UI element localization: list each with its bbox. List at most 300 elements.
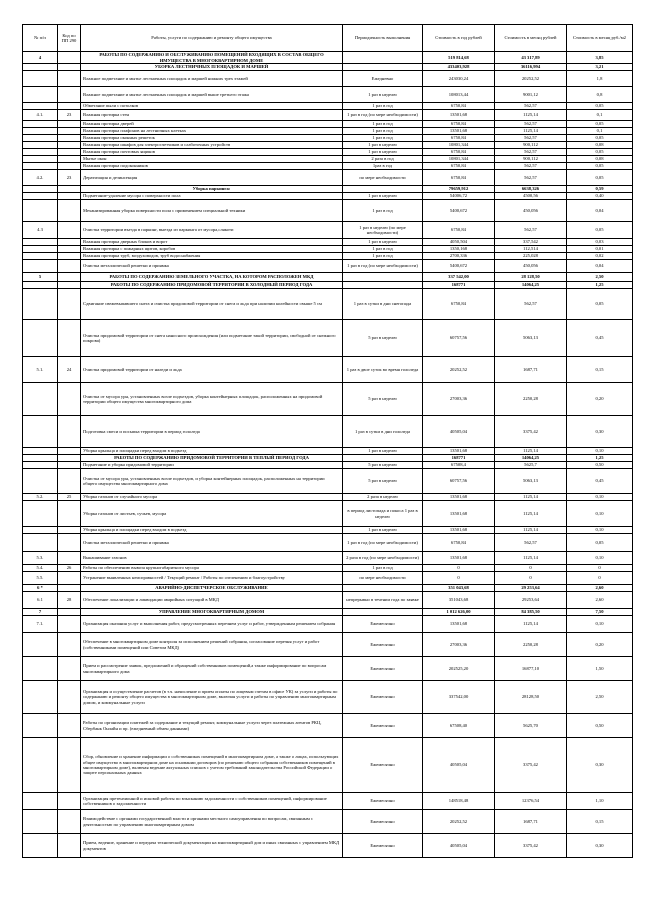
table-row [23,253,633,260]
row-cost-month: 562,57 [495,103,567,110]
row-cost-m2: 0,1 [567,110,633,121]
row-code [58,448,81,455]
row-code [58,52,81,64]
row-code [58,71,81,87]
row-cost-month: 5063,13 [495,469,567,494]
row-cost-m2: 0 [567,572,633,585]
row-cost-m2: 1,25 [567,455,633,462]
row-cost-month: 28128,50 [495,681,567,714]
row-cost-month: 5063,13 [495,320,567,357]
row-cost-m2: 3,21 [567,64,633,71]
row-periodicity: 1 раз в год [343,565,423,572]
row-number [23,738,58,793]
row-cost-year: 40505,04 [423,738,495,793]
row-cost-m2: 0,30 [567,416,633,448]
row-cost-year: 2700,336 [423,253,495,260]
row-description: Прием, ведение, хранение и передача технической документации на многоквартирный дом и иных связанных с управлением МКД документов [81,834,343,858]
row-code [58,681,81,714]
table-row [23,494,633,501]
table-row [23,87,633,103]
table-row [23,565,633,572]
table-row [23,448,633,455]
row-description: Очистка от мусора урн, установленных возле подъездов, и уборка контейнерных площадок, расположенных на территории общего имущества многоквартирного дома [81,469,343,494]
row-description: Работы по организации платежей за содержание и текущий ремонт, коммунальные услуги через платежных агентов РКЦ, Сбербанк Онлайн и пр. (ежедневный обмен данными) [81,714,343,738]
table-row [23,163,633,170]
row-code [58,128,81,135]
row-description: Подготовка смеси и посыпка территории в период гололеда [81,416,343,448]
row-cost-m2: 2,60 [567,585,633,592]
row-description: Влажная протирка стен [81,110,343,121]
row-cost-year: 6750,84 [423,103,495,110]
row-cost-m2: 0,05 [567,121,633,128]
row-description: Уборка паркинга: [81,186,343,193]
row-periodicity: 1 раз в неделю [343,448,423,455]
section-row [23,52,633,64]
row-number: 5.5. [23,572,58,585]
row-cost-month: 20252,52 [495,71,567,87]
row-cost-m2: 0,10 [567,448,633,455]
row-code [58,253,81,260]
row-cost-month: 1125,14 [495,501,567,527]
row-description: Прием и рассмотрение заявок, предложений и обращений собственников помещений,а также информирование по вопросам многоквартирного дома [81,657,343,681]
row-number: 5.3. [23,552,58,565]
table-row [23,149,633,156]
row-periodicity [343,64,423,71]
header-code: Код по ПП 290 [58,25,81,52]
row-cost-year: 6750,84 [423,149,495,156]
subsection-row [23,64,633,71]
row-periodicity: 1раз в год [343,163,423,170]
subsection-row [23,282,633,289]
row-code [58,246,81,253]
row-number [23,469,58,494]
table-row [23,357,633,383]
row-cost-m2: 0,40 [567,193,633,200]
row-number [23,462,58,469]
row-number [23,193,58,200]
row-cost-year: 13501,68 [423,616,495,633]
row-number [23,246,58,253]
row-number [23,87,58,103]
row-periodicity: 1 раз в год [343,121,423,128]
row-number: 6 * [23,585,58,592]
row-cost-m2: 1,50 [567,657,633,681]
row-number: 5.4. [23,565,58,572]
row-code [58,193,81,200]
row-description: Влажная протирка оконных решеток [81,135,343,142]
row-description: Очистка территории въезда в паркинг, выезда из паркинга от мусора,слякоти [81,222,343,239]
row-cost-month: 1125,14 [495,552,567,565]
header-num: № п/п [23,25,58,52]
row-cost-m2: 0,05 [567,222,633,239]
row-cost-m2: 2,60 [567,592,633,609]
row-code [58,383,81,416]
row-cost-month: 14064,25 [495,455,567,462]
row-cost-year: 27003,36 [423,383,495,416]
row-code [58,834,81,858]
row-cost-year: 148518,48 [423,793,495,810]
row-cost-month: 112,514 [495,246,567,253]
row-description: Выкашивание газонов [81,552,343,565]
row-code [58,616,81,633]
row-periodicity: Ежемесячно [343,681,423,714]
row-cost-year: 67508,4 [423,462,495,469]
row-description: Влажная протирка с пожарных щитов, коробов [81,246,343,253]
row-code [58,156,81,163]
row-cost-month: 16877,10 [495,657,567,681]
row-description: Очистка придомовой территории от наледи и льда [81,357,343,383]
row-cost-m2: 0,10 [567,494,633,501]
row-cost-m2: 0,05 [567,289,633,320]
row-code [58,103,81,110]
row-number: 4.1. [23,110,58,121]
row-number [23,103,58,110]
row-periodicity [343,273,423,282]
row-periodicity: Ежемесячно [343,834,423,858]
row-cost-m2: 0,20 [567,633,633,657]
row-cost-year: 433403,928 [423,64,495,71]
row-cost-month: 2250,28 [495,383,567,416]
row-number: 5.2. [23,494,58,501]
row-cost-month: 1125,14 [495,110,567,121]
row-description: Подметание и уборка придомовой территории [81,462,343,469]
row-cost-month: 562,57 [495,534,567,552]
row-cost-year: 40505,04 [423,834,495,858]
table-row [23,383,633,416]
row-periodicity: 1 раз в год [343,246,423,253]
header-cost-year: Стоимость в год рублей [423,25,495,52]
row-cost-year: 13501,68 [423,501,495,527]
row-code [58,810,81,834]
table-row [23,416,633,448]
table-row [23,714,633,738]
section-row [23,585,633,592]
row-description: Работы по обеспечению вывоза крупногабаритного мусора [81,565,343,572]
row-code [58,714,81,738]
row-cost-m2: 0,05 [567,534,633,552]
row-cost-year: 6750,84 [423,534,495,552]
row-number: 7 [23,609,58,616]
row-periodicity: Ежемесячно [343,714,423,738]
row-cost-year: 6750,84 [423,135,495,142]
row-cost-month: 1125,14 [495,448,567,455]
row-cost-month: 562,57 [495,289,567,320]
row-code [58,585,81,592]
row-cost-m2: 0,05 [567,149,633,156]
row-periodicity: Ежемесячно [343,738,423,793]
row-cost-year: 351043,68 [423,592,495,609]
tariff-sheet [22,24,632,858]
row-code: 23 [58,110,81,121]
row-description: Устранение выявленных неисправностей / Текущий ремонт / Работы по озеленению и благоустройству [81,572,343,585]
row-periodicity: 1 раз в год (по мере необходимости) [343,260,423,273]
row-code [58,289,81,320]
section-row [23,273,633,282]
row-cost-month: 900,112 [495,142,567,149]
row-cost-year: 27003,36 [423,633,495,657]
row-cost-m2: 0,10 [567,527,633,534]
row-cost-m2: 0,45 [567,320,633,357]
row-cost-year: 10801,344 [423,142,495,149]
row-periodicity: 1 раз в двое суток во время гололеда [343,357,423,383]
table-row [23,527,633,534]
row-cost-year: 6750,84 [423,289,495,320]
table-row [23,657,633,681]
table-row [23,121,633,128]
row-cost-month: 1125,14 [495,494,567,501]
row-cost-year: 6750,84 [423,121,495,128]
row-periodicity: 5 раз в неделю [343,469,423,494]
row-cost-year: 67508,40 [423,714,495,738]
table-row [23,834,633,858]
row-cost-m2: 0,01 [567,246,633,253]
row-description: Влажная протирка шкафов для электросчетчиков и слаботочных устройств [81,142,343,149]
row-code [58,633,81,657]
table-row [23,246,633,253]
row-cost-m2: 0,15 [567,357,633,383]
row-cost-year: 5400,672 [423,260,495,273]
row-description: Дератизация и дезинсекция [81,170,343,186]
row-code [58,657,81,681]
row-description: Уборка газонов от случайного мусора [81,494,343,501]
table-row [23,128,633,135]
row-cost-m2: 0,10 [567,616,633,633]
row-number: 5.1. [23,357,58,383]
row-cost-m2: 0,05 [567,135,633,142]
section-row [23,609,633,616]
row-cost-m2: 0,05 [567,170,633,186]
row-description: Очистка придомовой территории от снега наносного происхождения (или подметание такой территории, свободной от снежного покрова) [81,320,343,357]
row-periodicity: Ежедневно [343,71,423,87]
row-number [23,527,58,534]
row-description: РАБОТЫ ПО СОДЕРЖАНИЮ ЗЕМЕЛЬНОГО УЧАСТКА, НА КОТОРОМ РАСПОЛОЖЕН МКД [81,273,343,282]
row-description: Влажная протирка дверных блоков и ворот [81,239,343,246]
row-number [23,793,58,810]
row-periodicity: 2 раза в год (по мере необходимости) [343,552,423,565]
row-cost-month: 29253,64 [495,592,567,609]
row-number [23,289,58,320]
table-row [23,170,633,186]
row-cost-year: 0 [423,572,495,585]
table-row [23,633,633,657]
row-number [23,260,58,273]
row-number [23,163,58,170]
row-code [58,260,81,273]
row-number [23,71,58,87]
row-number [23,253,58,260]
header-periodicity: Периодичность выполнения [343,25,423,52]
row-cost-month: 2250,28 [495,633,567,657]
row-cost-month: 4500,56 [495,193,567,200]
row-description: Влажная протирка труб, воздуховодов, труб водоснабжения [81,253,343,260]
row-description: Влажная протирка дверей [81,121,343,128]
row-code: 24 [58,357,81,383]
row-cost-month: 562,57 [495,121,567,128]
row-description: РАБОТЫ ПО СОДЕРЖАНИЮ ПРИДОМОВОЙ ТЕРРИТОРИИ В ТЕПЛЫЙ ПЕРИОД ГОДА [81,455,343,462]
subsection-row [23,186,633,193]
table-row [23,462,633,469]
row-number [23,714,58,738]
row-description: УПРАВЛЕНИЕ МНОГОКВАРТИРНЫМ ДОМОМ [81,609,343,616]
row-cost-month: 14064,25 [495,282,567,289]
row-number [23,834,58,858]
row-periodicity: 1 раз в неделю [343,142,423,149]
row-periodicity: Ежемесячно [343,633,423,657]
row-periodicity: Ежемесячно [343,616,423,633]
row-cost-year: 243030,24 [423,71,495,87]
row-cost-month: 5625,7 [495,462,567,469]
row-periodicity: 1 раз в неделю [343,149,423,156]
row-cost-year: 168771 [423,455,495,462]
row-cost-month: 0 [495,572,567,585]
row-code [58,462,81,469]
row-periodicity: Ежемесячно [343,793,423,810]
row-cost-year: 168771 [423,282,495,289]
row-description: Очистка металлической решетки и приямка [81,534,343,552]
row-periodicity: 1 раз в год [343,253,423,260]
table-body [23,52,633,858]
row-cost-year: 13501,68 [423,552,495,565]
row-cost-year: 202525,20 [423,657,495,681]
table-row [23,200,633,222]
row-cost-year: 108013,44 [423,87,495,103]
row-number [23,142,58,149]
row-cost-month: 3375,42 [495,416,567,448]
row-cost-m2: 0,59 [567,186,633,193]
row-number [23,383,58,416]
row-cost-month: 43 317,89 [495,52,567,64]
row-periodicity: 1 раз в год [343,128,423,135]
row-periodicity: 1 раз в неделю (по мере необходимости) [343,222,423,239]
subsection-row [23,455,633,462]
row-cost-month: 450,056 [495,200,567,222]
row-code [58,121,81,128]
row-number: 4.3 [23,222,58,239]
row-cost-month: 1125,14 [495,128,567,135]
row-cost-m2: 0,08 [567,142,633,149]
row-cost-year: 0 [423,565,495,572]
row-cost-month: 0 [495,565,567,572]
row-cost-m2: 0,1 [567,128,633,135]
row-cost-year: 13501,68 [423,110,495,121]
row-number [23,149,58,156]
table-row [23,534,633,552]
row-cost-month: 1125,14 [495,527,567,534]
row-periodicity: по мере необходимости [343,170,423,186]
row-number [23,200,58,222]
row-description: Обеспечение локализации и ликвидации аварийных ситуаций в МКД [81,592,343,609]
row-periodicity: 5 раз в неделю [343,462,423,469]
row-code [58,552,81,565]
row-description: Влажная протирка почтовых ящиков [81,149,343,156]
table-row [23,142,633,149]
row-cost-month: 3375,42 [495,738,567,793]
row-cost-month: 562,57 [495,135,567,142]
row-cost-year: 1350,168 [423,246,495,253]
row-cost-month: 1125,14 [495,616,567,633]
row-cost-year: 13501,68 [423,448,495,455]
row-number: 7.1. [23,616,58,633]
row-periodicity: 1 раз в год (по мере необходимости) [343,534,423,552]
row-cost-m2: 1,10 [567,793,633,810]
row-description: Организация и осуществление расчетов (в т.ч. начисление и прием оплаты по лицевым счетам в офисе УК) за услуги и работы по содержанию и ремонту общего имущества в многоквартирном доме, включая услуги и работы по управлению многоквартирным домом, и коммунальные услуги [81,681,343,714]
row-periodicity: 1 раз в год (по мере необходимости) [343,110,423,121]
table-row [23,592,633,609]
row-periodicity: 1 раз в год [343,200,423,222]
row-cost-m2: 0,30 [567,834,633,858]
row-code [58,793,81,810]
row-number [23,121,58,128]
row-code: 23 [58,170,81,186]
row-description: Влажное подметание и мытье лестничных площадок и маршей выше третьего этажа [81,87,343,103]
row-cost-month: 225,028 [495,253,567,260]
row-description: Взаимодействие с органами государственной власти и органами местного самоуправления по вопросам, связанным с деятельностью по управлению многоквартирным домом [81,810,343,834]
row-code [58,416,81,448]
table-row [23,103,633,110]
row-number: 4 [23,52,58,64]
row-cost-year: 13501,68 [423,128,495,135]
row-periodicity: непрерывно в течении года по заявке [343,592,423,609]
row-number [23,156,58,163]
row-description: Очистка от мусора урн, установленных возле подъездов, уборка контейнерных площадок, расположенных на придомовой территории общего имущества многоквартирного дома [81,383,343,416]
services-table [22,24,633,858]
row-number [23,135,58,142]
row-cost-m2: 0,45 [567,469,633,494]
row-periodicity [343,455,423,462]
row-description: Уборка газонов от листьев, сучьев, мусора [81,501,343,527]
row-cost-year: 5400,672 [423,200,495,222]
row-number: 5 [23,273,58,282]
row-cost-m2: 0,04 [567,200,633,222]
row-description: УБОРКА ЛЕСТНИЧНЫХ ПЛОЩАДОК И МАРШЕЙ [81,64,343,71]
table-row [23,135,633,142]
row-description: Обметание пыли с потолков [81,103,343,110]
row-cost-month: 29 253,64 [495,585,567,592]
row-periodicity: по мере необходимости [343,572,423,585]
row-code [58,455,81,462]
row-cost-year: 337542,00 [423,681,495,714]
row-number: 6.1 [23,592,58,609]
row-cost-m2: 2,50 [567,681,633,714]
row-description: Уборка крыльца и площадки перед входом в подъезд [81,527,343,534]
row-description: Обеспечение в многоквартирном доме контроля за исполнением решений собрания, согласование перечня услуг и работ (собственниками помещений или Советом МКД) [81,633,343,657]
row-periodicity [343,52,423,64]
row-number [23,455,58,462]
table-row [23,193,633,200]
row-periodicity: 1 раз в неделю [343,239,423,246]
row-cost-month: 337,542 [495,239,567,246]
row-description: Организация оказания услуг и выполнения работ, предусмотренных перечнем услуг и работ, утвержденным решением собрания [81,616,343,633]
row-cost-year: 519 814,68 [423,52,495,64]
row-number [23,657,58,681]
header-service: Работы, услуги по содержанию и ремонту общего имущества [81,25,343,52]
row-periodicity: 5 раз в неделю [343,320,423,357]
row-number [23,239,58,246]
table-row [23,793,633,810]
row-number [23,633,58,657]
row-code [58,149,81,156]
row-code [58,87,81,103]
row-cost-m2: 0,50 [567,462,633,469]
header-cost-m2: Стоимость в месяц руб./м2 [567,25,633,52]
table-row [23,738,633,793]
row-code [58,64,81,71]
row-number [23,128,58,135]
row-cost-year: 20252,52 [423,357,495,383]
row-number [23,186,58,193]
row-periodicity: 1 раз в год [343,103,423,110]
row-cost-m2: 0,05 [567,163,633,170]
